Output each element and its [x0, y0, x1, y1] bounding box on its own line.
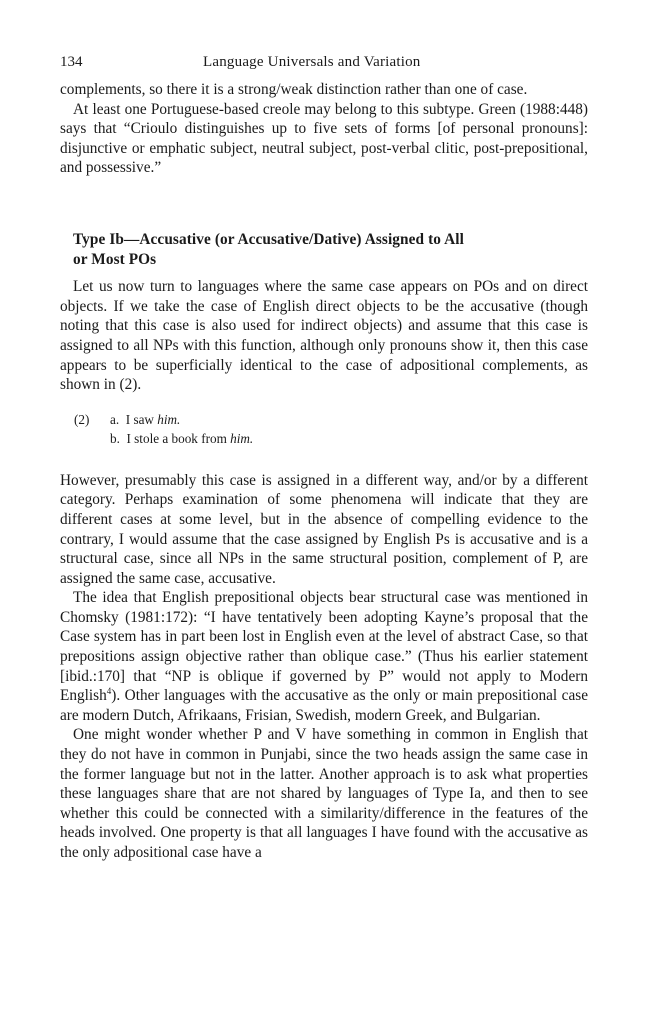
example-label-a: a. [110, 411, 120, 427]
paragraph-idea-text-end: ). Other languages with the accusative as the only or main prepositional case are modern Dutch, Afrikaans, Frisian, Swedish, modern Greek, and Bulgarian. [60, 687, 588, 724]
running-title: Language Universals and Variation [203, 54, 421, 70]
page-number: 134 [60, 54, 83, 70]
paragraph-type-ib: Let us now turn to languages where the same case appears on POs and on direct objects. If we take the case of English direct objects to be the accusative (though noting that this case is also used for indirect objects) and assume that this case is assigned to all NPs with this function, although only pronouns show it, then this case appears to be superficially identical to the case of adpositional complements, as shown in (2). [60, 278, 588, 394]
section-heading-line: or Most POs [73, 250, 157, 268]
example-italic-b: him. [230, 430, 254, 446]
example-number: (2) [74, 411, 90, 427]
example-line-b [110, 429, 253, 448]
example-2 [60, 410, 588, 450]
paragraph-wonder: One might wonder whether P and V have something in common in English that they do not have in common in Punjabi, since the two heads assign the same case in the former language but not in the latter. Another approach is to ask what properties these languages share that are not shared by languages of Type Ia, and then to see whether this could be connected with a similarity/difference in the features of the heads involved. One property is that all languages I have found with the accusative as the only adpositional case have a [60, 726, 588, 861]
running-header [60, 54, 588, 80]
paragraph-however: However, presumably this case is assigned in a different way, and/or by a different category. Perhaps examination of some phenomena will indicate that they are different cases at some level, but in the absence of compelling evidence to the contrary, I would assume that the case assigned by English Ps is accusative and is a structural case, since all NPs in the same structural position, complement of P, are assigned the same case, accusative. [60, 471, 588, 587]
book-page [60, 54, 588, 863]
example-label-b: b. [110, 430, 120, 446]
footnote-reference[interactable]: 4 [106, 686, 112, 697]
section-heading-line: Type Ib—Accusative (or Accusative/Dative) Assigned to All [73, 230, 464, 248]
example-text-b: I stole a book from [126, 430, 227, 446]
paragraph-creole: At least one Portuguese-based creole may belong to this subtype. Green (1988:448) says that “Crioulo distinguishes up to five sets of forms [of personal pronouns]: disjunctive or emphatic subject, neutral subject, post-verbal clitic, post-prepositional, and possessive.” [60, 100, 588, 177]
example-line-a [110, 410, 180, 429]
paragraph-continuation: complements, so there it is a strong/weak distinction rather than one of case. [60, 81, 528, 98]
section-heading [60, 230, 588, 269]
example-text-a: I saw [125, 411, 154, 427]
example-italic-a: him. [157, 411, 181, 427]
paragraph-idea [60, 588, 588, 725]
paragraph-idea-text: The idea that English prepositional objects bear structural case was mentioned in Chomsky (1981:172): “I have tentatively been adopting Kayne’s proposal that the Case system has in part been lost in English even at the level of abstract Case, so that prepositions assign objective rather than oblique case.” (Thus his earlier statement [ibid.:170] that “NP is oblique if governed by P” would not apply to Modern English [60, 589, 588, 705]
